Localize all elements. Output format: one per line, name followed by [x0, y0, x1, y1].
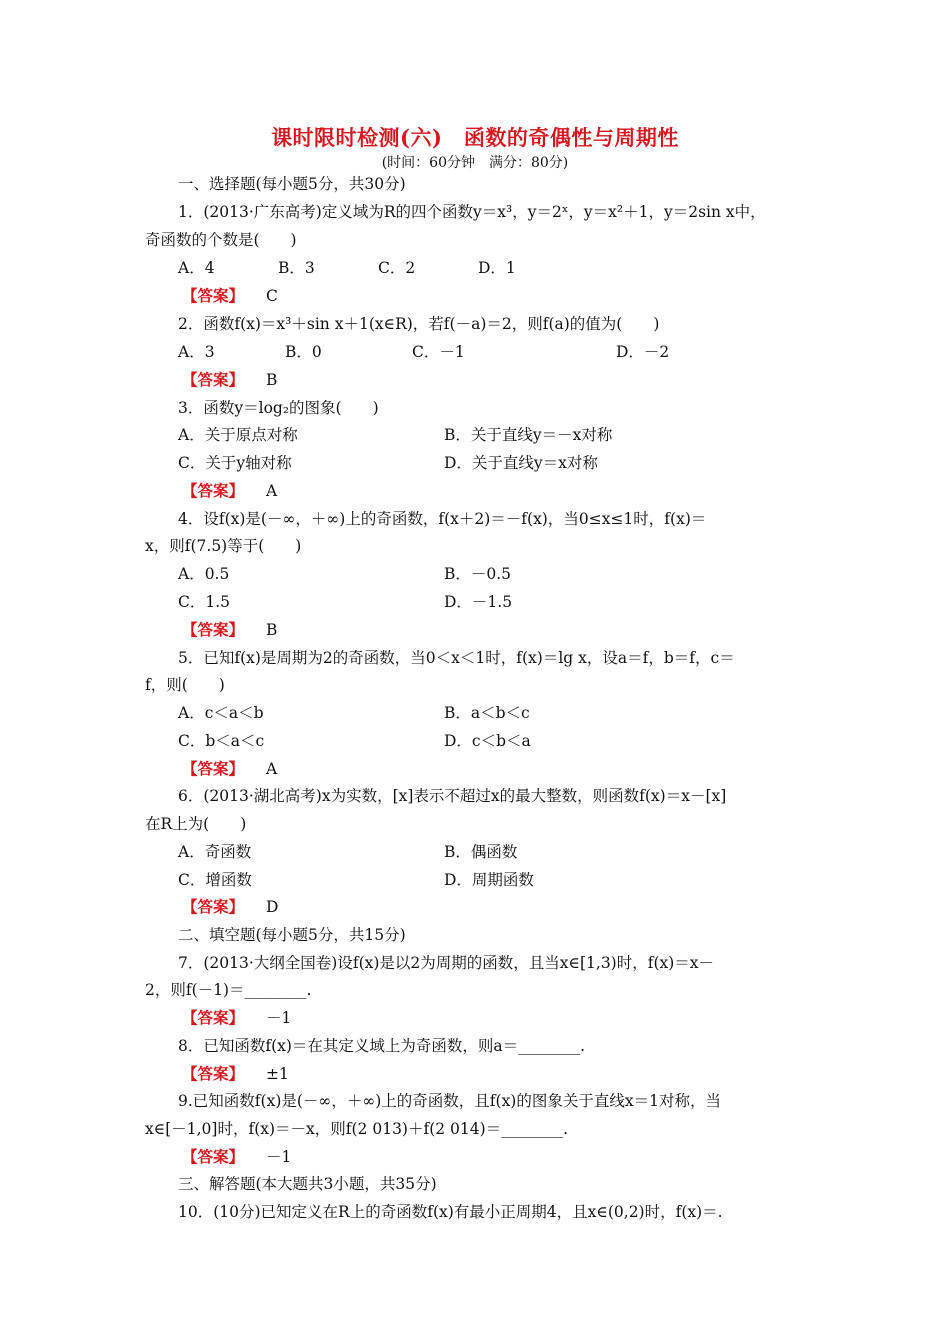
answer-row: [182, 481, 277, 501]
answer-value: A: [266, 760, 278, 778]
answer-value: －1: [266, 1148, 292, 1166]
answer-row: [182, 759, 277, 779]
q2-option-c: C．－1: [412, 343, 465, 361]
q4-option-d: D．－1.5: [444, 593, 513, 611]
page-subtitle: (时间：60分钟 满分：80分): [381, 155, 569, 171]
question-10: 10．(10分)已知定义在R上的奇函数f(x)有最小正周期4，且x∈(0,2)时，f(x)＝.: [178, 1203, 723, 1221]
q3-option-a: A．关于原点对称: [178, 426, 298, 444]
answer-value: C: [266, 287, 278, 305]
question-6-line-1: 6．(2013·湖北高考)x为实数，[x]表示不超过x的最大整数，则函数f(x)＝x－[x]: [178, 787, 727, 805]
question-4-line-2: x，则f(7.5)等于( ): [145, 537, 302, 555]
answer-row: [182, 897, 278, 917]
q5-option-b: B．a＜b＜c: [444, 704, 530, 722]
answer-value: B: [266, 621, 278, 639]
q3-option-c: C．关于y轴对称: [178, 454, 292, 472]
answer-value: B: [266, 371, 278, 389]
question-5-line-2: f，则( ): [145, 676, 225, 694]
q5-option-c: C．b＜a＜c: [178, 732, 265, 750]
answer-row: [182, 620, 277, 640]
q3-option-d: D．关于直线y＝x对称: [444, 454, 598, 472]
question-8: 8．已知函数f(x)＝在其定义域上为奇函数，则a＝________.: [178, 1037, 586, 1055]
answer-row: [182, 1064, 289, 1084]
answer-tag: 【答案】: [182, 481, 245, 500]
answer-tag: 【答案】: [182, 370, 245, 389]
question-4-line-1: 4．设f(x)是(－∞，＋∞)上的奇函数，f(x＋2)＝－f(x)，当0≤x≤1时，f(x)＝: [178, 510, 707, 528]
answer-tag: 【答案】: [182, 620, 245, 639]
answer-tag: 【答案】: [182, 1064, 245, 1083]
q1-option-b: B．3: [278, 259, 315, 277]
answer-value: A: [266, 482, 278, 500]
answer-value: －1: [266, 1009, 292, 1027]
answer-row: [182, 370, 277, 390]
question-7-line-1: 7．(2013·大纲全国卷)设f(x)是以2为周期的函数，且当x∈[1,3)时，f(x)＝x－: [178, 954, 715, 972]
answer-row: [182, 1147, 291, 1167]
answer-row: [182, 286, 278, 306]
answer-tag: 【答案】: [182, 897, 245, 916]
q4-option-c: C．1.5: [178, 593, 231, 611]
q2-option-b: B．0: [285, 343, 322, 361]
question-9-line-1: 9.已知函数f(x)是(－∞，＋∞)上的奇函数，且f(x)的图象关于直线x＝1对称，当: [178, 1092, 721, 1110]
question-5-line-1: 5．已知f(x)是周期为2的奇函数，当0＜x＜1时，f(x)＝lg x，设a＝f，b＝f，c＝: [178, 649, 735, 667]
question-7-line-2: 2，则f(－1)＝________.: [145, 981, 312, 999]
answer-tag: 【答案】: [182, 759, 245, 778]
q6-option-d: D．周期函数: [444, 871, 534, 889]
question-1-line-1: 1．(2013·广东高考)定义域为R的四个函数y＝x³，y＝2ˣ，y＝x²＋1，y＝2sin x中，: [178, 203, 766, 221]
q3-option-b: B．关于直线y＝－x对称: [444, 426, 613, 444]
answer-value: D: [266, 898, 279, 916]
question-3: 3．函数y＝log₂的图象( ): [178, 399, 379, 417]
q6-option-c: C．增函数: [178, 871, 252, 889]
question-2: 2．函数f(x)＝x³＋sin x＋1(x∈R)，若f(－a)＝2，则f(a)的值为( ): [178, 315, 660, 333]
answer-tag: 【答案】: [182, 286, 245, 305]
q5-option-d: D．c＜b＜a: [444, 732, 531, 750]
q1-option-c: C．2: [378, 259, 416, 277]
question-9-line-2: x∈[－1,0]时，f(x)＝－x，则f(2 013)＋f(2 014)＝________.: [145, 1120, 569, 1138]
q1-option-d: D．1: [478, 259, 516, 277]
q2-option-a: A．3: [178, 343, 215, 361]
q6-option-a: A．奇函数: [178, 843, 252, 861]
q1-option-a: A．4: [178, 259, 215, 277]
section-heading-solve: 三、解答题(本大题共3小题，共35分): [178, 1175, 437, 1193]
q4-option-a: A．0.5: [178, 565, 230, 583]
answer-tag: 【答案】: [182, 1008, 245, 1027]
answer-row: [182, 1008, 291, 1028]
answer-value: ±1: [266, 1065, 289, 1083]
question-1-line-2: 奇函数的个数是( ): [145, 231, 297, 249]
answer-tag: 【答案】: [182, 1147, 245, 1166]
q5-option-a: A．c＜a＜b: [178, 704, 264, 722]
section-heading-fill: 二、填空题(每小题5分，共15分): [178, 926, 406, 944]
q2-option-d: D．－2: [616, 343, 670, 361]
page-title: 课时限时检测(六) 函数的奇偶性与周期性: [271, 125, 679, 150]
section-heading-choice: 一、选择题(每小题5分，共30分): [178, 175, 406, 193]
question-6-line-2: 在R上为( ): [145, 815, 247, 833]
q4-option-b: B．－0.5: [444, 565, 512, 583]
q6-option-b: B．偶函数: [444, 843, 518, 861]
